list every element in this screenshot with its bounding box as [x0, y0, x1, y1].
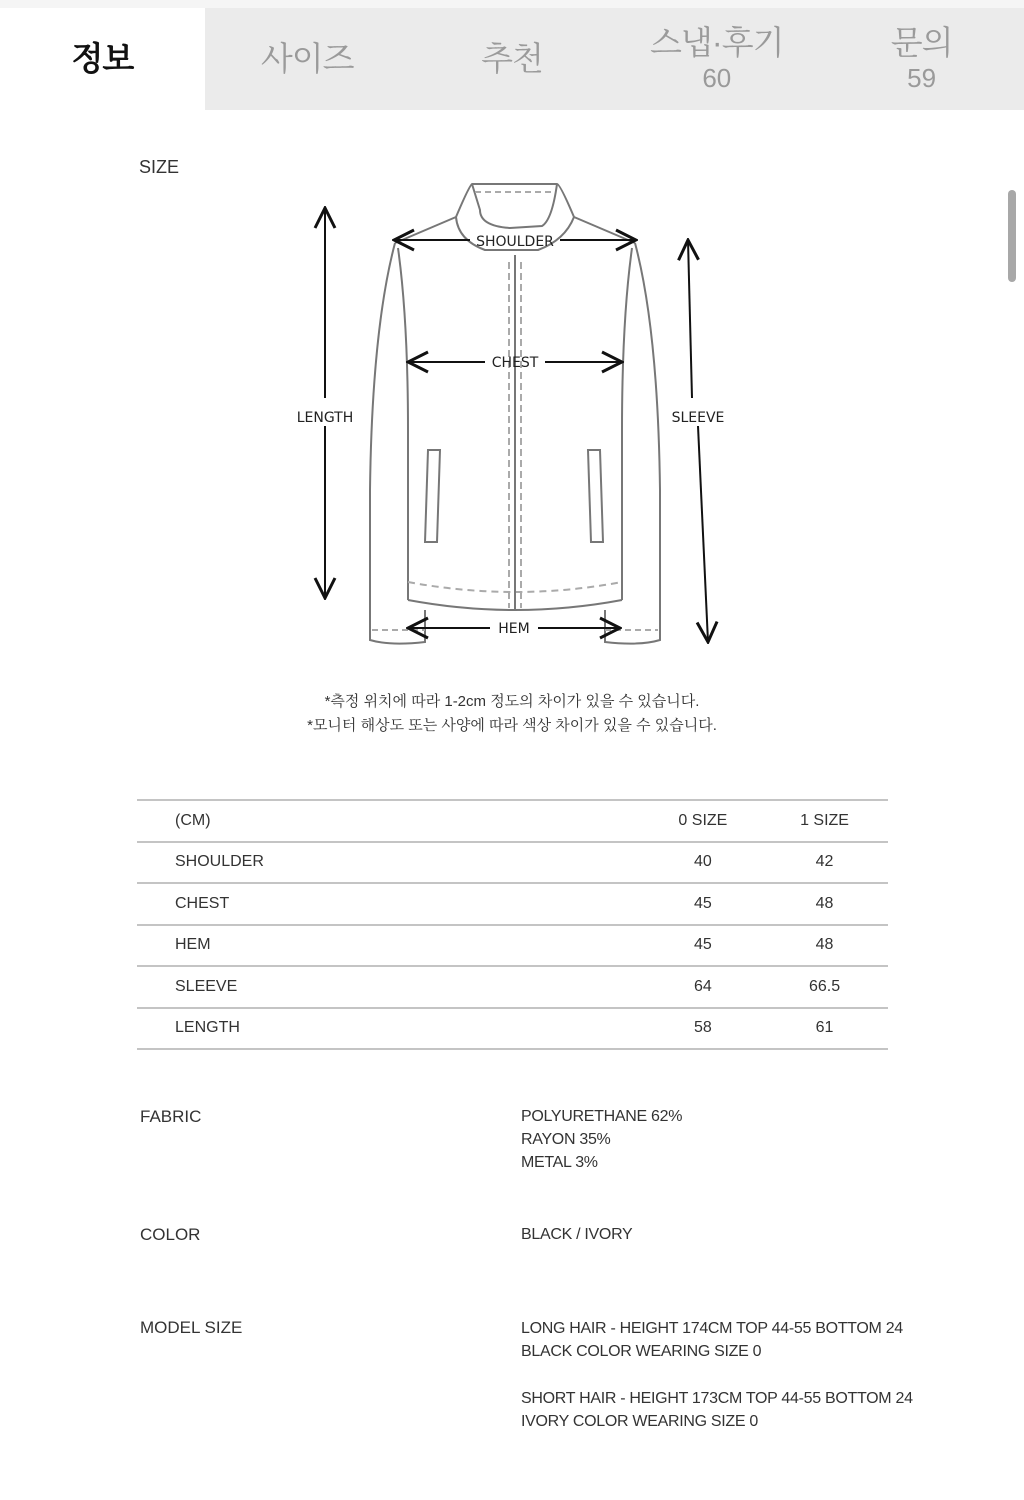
jacket-size-diagram	[280, 170, 740, 660]
tab-size[interactable]	[205, 8, 410, 110]
spec-value-fabric	[521, 1105, 682, 1174]
tab-info[interactable]	[0, 8, 205, 110]
model-line: BLACK COLOR WEARING SIZE 0	[521, 1343, 762, 1360]
tab-label: 추천	[481, 40, 543, 77]
table-row	[137, 883, 888, 925]
color-line: BLACK / IVORY	[521, 1226, 633, 1243]
measurement-notes	[200, 690, 824, 738]
tab-count: 59	[907, 63, 937, 93]
tab-snap-review[interactable]	[614, 8, 819, 110]
table-row	[137, 842, 888, 884]
diagram-label-sleeve: SLEEVE	[671, 410, 725, 426]
scrollbar[interactable]	[1008, 190, 1016, 282]
product-tabs	[0, 8, 1024, 110]
size-table	[137, 799, 888, 1050]
row-label: LENGTH	[175, 1019, 240, 1037]
top-strip	[0, 0, 1024, 8]
row-label: SHOULDER	[175, 853, 264, 871]
diagram-label-shoulder: SHOULDER	[476, 234, 554, 250]
table-header-row	[137, 800, 888, 842]
row-value: 45	[693, 936, 712, 954]
table-row	[137, 966, 888, 1008]
model-line: IVORY COLOR WEARING SIZE 0	[521, 1413, 758, 1430]
row-value: 58	[693, 1019, 712, 1037]
row-label: CHEST	[175, 894, 230, 912]
model-line: SHORT HAIR - HEIGHT 173CM TOP 44-55 BOTTOM 24	[521, 1390, 913, 1407]
row-value: 66.5	[808, 977, 841, 995]
diagram-label-length: LENGTH	[296, 410, 354, 426]
row-value: 64	[693, 977, 712, 995]
tab-label: 정보	[71, 40, 134, 77]
row-label: HEM	[175, 936, 211, 954]
row-value: 45	[693, 894, 712, 912]
row-label: SLEEVE	[175, 977, 238, 995]
section-title: SIZE	[139, 157, 180, 177]
tab-label: 스냅·후기	[650, 24, 784, 61]
tab-label: 문의	[890, 24, 953, 61]
note-line: *측정 위치에 따라 1-2cm 정도의 차이가 있을 수 있습니다.	[324, 693, 700, 710]
model-line: LONG HAIR - HEIGHT 174CM TOP 44-55 BOTTOM 24	[521, 1320, 903, 1337]
spec-value-model-size	[521, 1317, 913, 1433]
spec-label-model-size: MODEL SIZE	[140, 1318, 243, 1337]
diagram-label-hem: HEM	[498, 621, 530, 637]
table-row	[137, 1008, 888, 1050]
row-value: 48	[815, 936, 834, 954]
diagram-label-chest: CHEST	[491, 355, 539, 371]
tab-inquiry[interactable]	[819, 8, 1024, 110]
header-size-1: 1 SIZE	[800, 811, 849, 829]
note-line: *모니터 해상도 또는 사양에 따라 색상 차이가 있을 수 있습니다.	[307, 717, 717, 734]
spec-label-color: COLOR	[140, 1225, 201, 1244]
tab-recommend[interactable]	[410, 8, 615, 110]
table-row	[137, 925, 888, 967]
spec-value-color	[521, 1223, 632, 1246]
row-value: 61	[815, 1019, 834, 1037]
tab-label: 사이즈	[260, 40, 354, 77]
fabric-line: RAYON 35%	[521, 1131, 611, 1148]
header-size-0: 0 SIZE	[678, 811, 728, 829]
row-value: 42	[815, 853, 834, 871]
row-value: 40	[693, 853, 712, 871]
tab-count: 60	[702, 63, 732, 93]
header-unit: (CM)	[175, 811, 211, 829]
spec-label-fabric: FABRIC	[140, 1107, 202, 1126]
fabric-line: POLYURETHANE 62%	[521, 1108, 683, 1125]
row-value: 48	[815, 894, 834, 912]
jacket-illustration-icon	[280, 170, 740, 660]
fabric-line: METAL 3%	[521, 1154, 598, 1171]
